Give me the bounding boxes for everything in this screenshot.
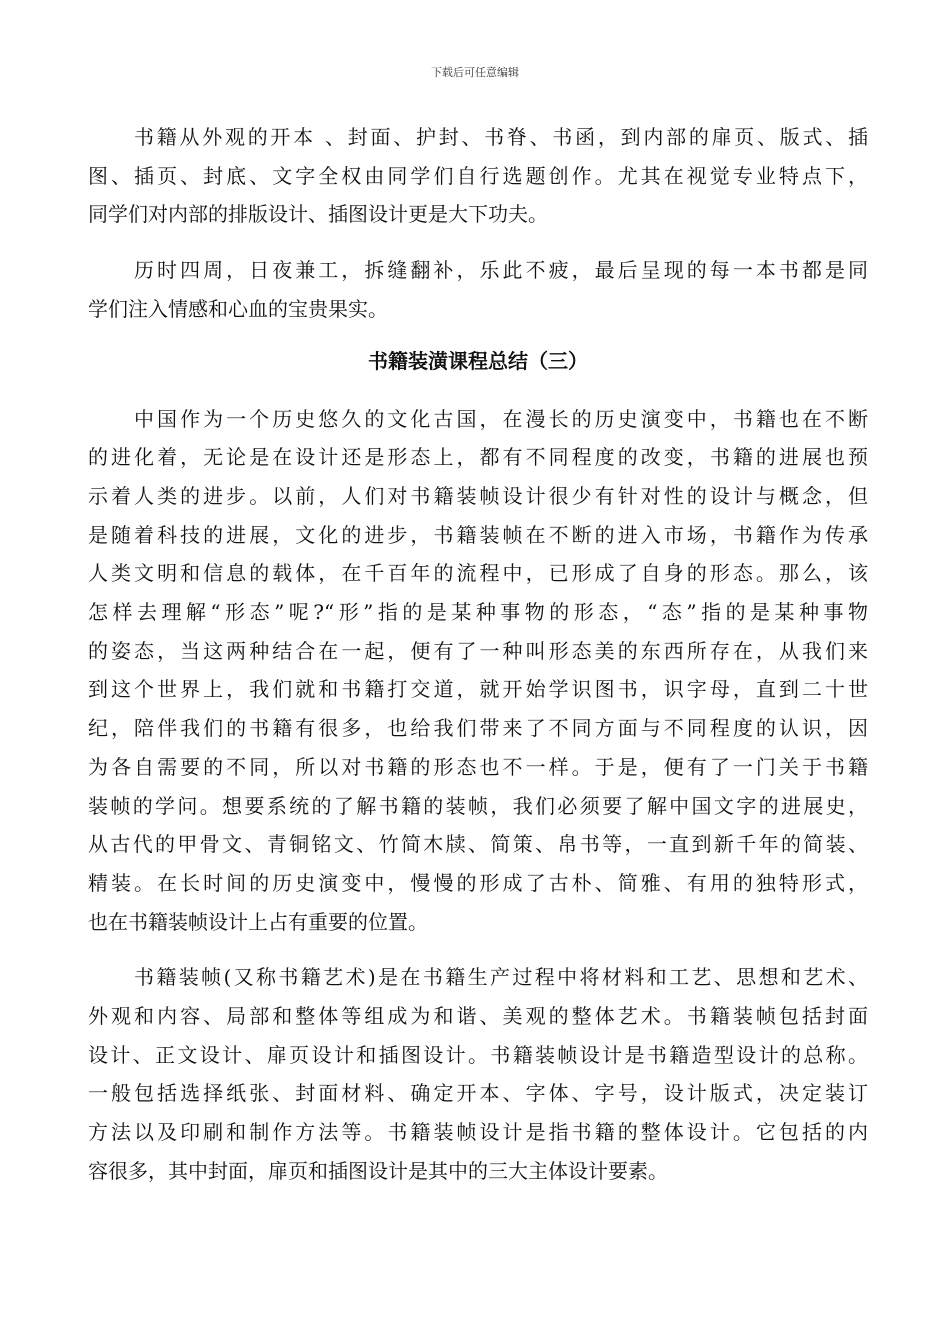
- text-line: 容很多，其中封面，扉页和插图设计是其中的三大主体设计要素。: [88, 1158, 668, 1183]
- text-line: 精装。在长时间的历史演变中，慢慢的形成了古朴、简雅、有用的独特形式，: [88, 870, 868, 895]
- text-line: 怎样去理解“形态”呢?“形”指的是某种事物的形态，“态”指的是某种事物: [88, 600, 868, 625]
- paragraph-four-weeks: [88, 251, 868, 328]
- text-line: 示着人类的进步。以前，人们对书籍装帧设计很少有针对性的设计与概念，但: [88, 483, 868, 508]
- text-line: 的姿态，当这两种结合在一起，便有了一种叫形态美的东西所存在，从我们来: [88, 638, 868, 663]
- document-body: [88, 118, 868, 1208]
- text-line: 为各自需要的不同，所以对书籍的形态也不一样。于是，便有了一门关于书籍: [88, 754, 868, 779]
- text-line: 设计、正文设计、扉页设计和插图设计。书籍装帧设计是书籍造型设计的总称。: [88, 1042, 868, 1067]
- text-line: 从古代的甲骨文、青铜铭文、竹简木牍、简策、帛书等，一直到新千年的简装、: [88, 832, 868, 857]
- text-line: 学们注入情感和心血的宝贵果实。: [88, 296, 388, 321]
- text-line: 一般包括选择纸张、封面材料、确定开本、字体、字号，设计版式，决定装订: [88, 1081, 868, 1106]
- paragraph-book-exterior: [88, 118, 868, 234]
- text-line: 人类文明和信息的载体，在千百年的流程中，已形成了自身的形态。那么，该: [88, 561, 868, 586]
- text-line: 到这个世界上，我们就和书籍打交道，就开始学识图书，识字母，直到二十世: [88, 677, 868, 702]
- text-line: 外观和内容、局部和整体等组成为和谐、美观的整体艺术。书籍装帧包括封面: [88, 1004, 868, 1029]
- page-header: 下载后可任意编辑: [431, 66, 519, 79]
- text-line: 也在书籍装帧设计上占有重要的位置。: [88, 909, 428, 934]
- text-line: 同学们对内部的排版设计、插图设计更是大下功夫。: [88, 202, 548, 227]
- text-line: 装帧的学问。想要系统的了解书籍的装帧，我们必须要了解中国文字的进展史，: [88, 793, 868, 818]
- paragraph-book-binding-definition: [88, 958, 868, 1190]
- text-line: 纪，陪伴我们的书籍有很多，也给我们带来了不同方面与不同程度的认识，因: [88, 716, 868, 741]
- section-heading: 书籍装潢课程总结（三）: [368, 348, 588, 373]
- text-line: 是随着科技的进展，文化的进步，书籍装帧在不断的进入市场，书籍作为传承: [88, 522, 868, 547]
- text-line: 图、插页、封底、文字全权由同学们自行选题创作。尤其在视觉专业特点下，: [88, 163, 868, 188]
- text-line: 书籍从外观的开本 、封面、护封、书脊、书函，到内部的扉页、版式、插: [134, 125, 868, 149]
- text-line: 方法以及印刷和制作方法等。书籍装帧设计是指书籍的整体设计。它包括的内: [88, 1120, 868, 1145]
- text-line: 中国作为一个历史悠久的文化古国，在漫长的历史演变中，书籍也在不断: [134, 406, 868, 431]
- text-line: 书籍装帧(又称书籍艺术)是在书籍生产过程中将材料和工艺、思想和艺术、: [134, 965, 868, 990]
- paragraph-china-history: [88, 400, 868, 942]
- text-line: 历时四周，日夜兼工，拆缝翻补，乐此不疲，最后呈现的每一本书都是同: [134, 258, 868, 283]
- text-line: 的进化着，无论是在设计还是形态上，都有不同程度的改变，书籍的进展也预: [88, 445, 868, 470]
